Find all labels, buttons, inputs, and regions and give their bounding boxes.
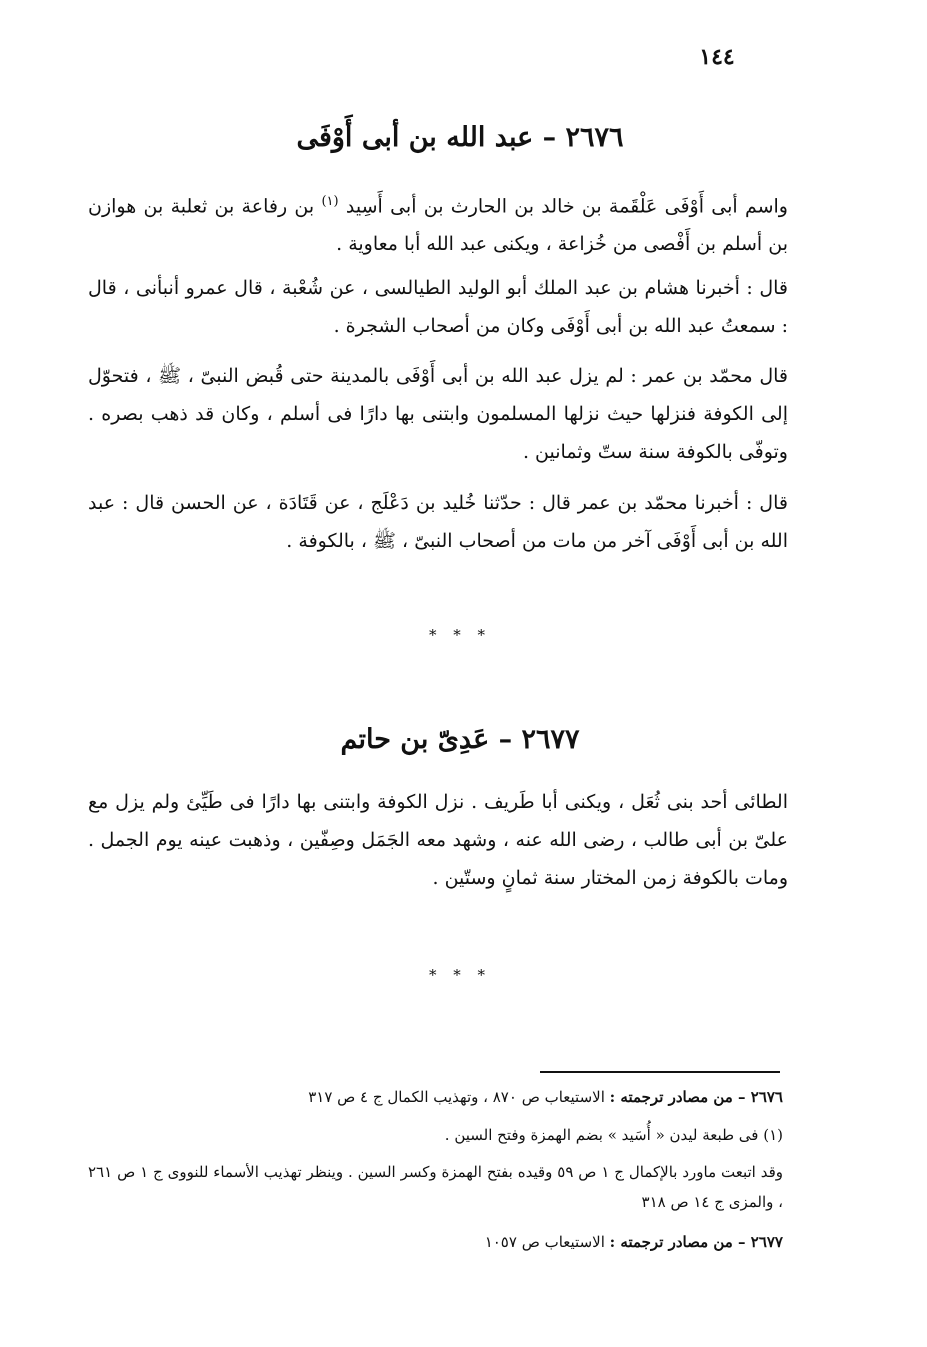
footnote-sources-2677: [88, 1228, 783, 1256]
footnote-ref-1: (١): [321, 194, 339, 209]
entry-2676-paragraph-3: قال محمّد بن عمر : لم يزل عبد الله بن أبى أَوْفَى بالمدينة حتى قُبض النبىّ ، ﷺ ، فتحوّل إلى الكوفة فنزلها حيث نزلها المسلمون وابتنى بها دارًا فى أسلم ، وكان قد ذهب بصره . وتوفّى بالكوفة سنة ستّ وثمانين .: [88, 365, 788, 463]
footnote-divider: [540, 1071, 780, 1073]
entry-2676-paragraph-2: قال : أخبرنا هشام بن عبد الملك أبو الوليد الطيالسى ، عن شُعْبة ، قال عمرو أنبأنى ، قال : سمعتُ عبد الله بن أبى أَوْفَى وكان من أصحاب الشجرة .: [88, 277, 788, 337]
footnote-note-1: (١) فى طبعة ليدن « أُسَيد » بضم الهمزة وفتح السين .: [444, 1126, 783, 1144]
footnote-sources-text: الاستيعاب ص ٨٧٠ ، وتهذيب الكمال ج ٤ ص ٣١٧: [308, 1088, 605, 1106]
entry-2676-paragraph-1: [88, 183, 788, 263]
entry-heading-2676: ٢٦٧٦ – عبد الله بن أبى أَوْفَى: [296, 122, 624, 153]
entry-heading-2677: ٢٦٧٧ – عَدِىّ بن حاتم: [340, 724, 580, 755]
footnote-note-1-continuation: وقد اتبعت ماورد بالإكمال ج ١ ص ٥٩ وقيده بفتح الهمزة وكسر السين . وينظر تهذيب الأسماء للنووى ج ١ ص ٢٦١ ، والمزى ج ١٤ ص ٣١٨: [88, 1163, 784, 1211]
footnote-sources-text: الاستيعاب ص ١٠٥٧: [484, 1233, 605, 1251]
paragraph-text-after-note: بن رفاعة بن ثعلبة بن هوازن بن أسلم بن أَفْصى من خُزاعة ، ويكنى عبد الله أبا معاوية .: [88, 195, 788, 256]
page-number: ١٤٤: [699, 44, 735, 70]
paragraph-text-before-note: واسم أبى أَوْفَى عَلْقَمة بن خالد بن الحارث بن أبى أَسِيد: [345, 195, 788, 218]
footnote-entry-ref: ٢٦٧٧ – من مصادر ترجمته :: [609, 1233, 783, 1251]
footnote-sources-2676: [88, 1083, 783, 1111]
footnote-entry-ref: ٢٦٧٦ – من مصادر ترجمته :: [609, 1088, 783, 1106]
section-separator: * * *: [428, 626, 492, 644]
section-separator: * * *: [428, 966, 492, 984]
entry-2676-paragraph-4: قال : أخبرنا محمّد بن عمر قال : حدّثنا خُليد بن دَعْلَج ، عن قَتَادَة ، عن الحسن قال : عبد الله بن أبى أَوْفَى آخر من مات من أصحاب النبىّ ، ﷺ ، بالكوفة .: [88, 492, 788, 552]
entry-2677-paragraph-1: الطائى أحد بنى ثُعَل ، ويكنى أبا طَريف . نزل الكوفة وابتنى بها دارًا فى طَيِّئ ولم يزل مع علىّ بن أبى طالب ، رضى الله عنه ، وشهد معه الجَمَل وصِفّين ، وذهبت عينه يوم الجمل . ومات بالكوفة زمن المختار سنة ثمانٍ وستّين .: [88, 791, 788, 889]
